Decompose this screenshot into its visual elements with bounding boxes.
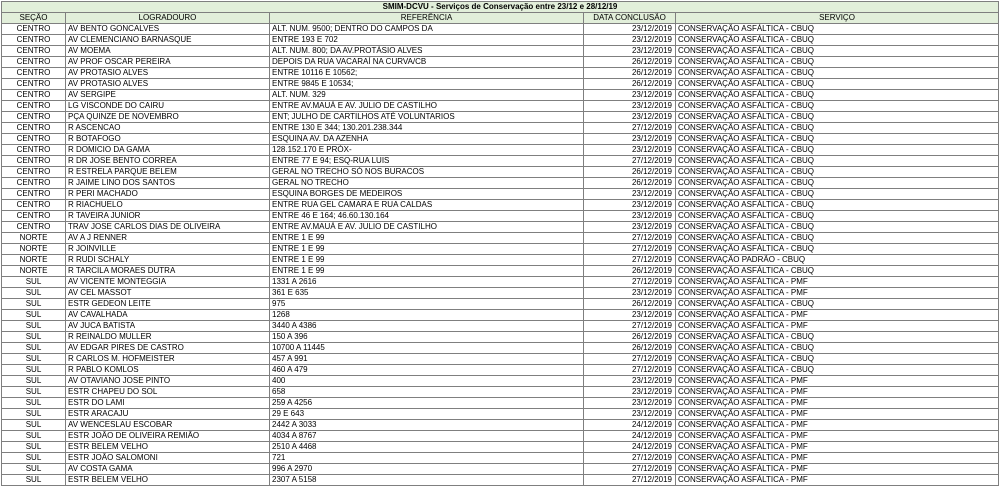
cell-secao[interactable]: CENTRO (2, 189, 66, 200)
table-row (2, 167, 999, 178)
cell-logradouro[interactable]: AV JUCA BATISTA (66, 321, 270, 332)
cell-secao[interactable]: CENTRO (2, 35, 66, 46)
cell-secao[interactable]: NORTE (2, 244, 66, 255)
table-row (2, 277, 999, 288)
cell-servico[interactable]: CONSERVAÇÃO ASFÁLTICA - CBUQ (676, 211, 999, 222)
cell-data[interactable]: 23/12/2019 (584, 145, 676, 156)
cell-logradouro[interactable]: AV WENCESLAU ESCOBAR (66, 420, 270, 431)
cell-secao[interactable]: CENTRO (2, 222, 66, 233)
cell-referencia[interactable]: ENTRE 1 E 99 (270, 255, 584, 266)
table-row (2, 233, 999, 244)
cell-data[interactable]: 27/12/2019 (584, 475, 676, 486)
cell-secao[interactable]: SUL (2, 464, 66, 475)
cell-data[interactable]: 27/12/2019 (584, 354, 676, 365)
table-row (2, 475, 999, 486)
cell-data[interactable]: 27/12/2019 (584, 255, 676, 266)
cell-logradouro[interactable]: R JAIME LINO DOS SANTOS (66, 178, 270, 189)
cell-data[interactable]: 27/12/2019 (584, 233, 676, 244)
cell-referencia[interactable]: GERAL NO TRECHO (270, 178, 584, 189)
cell-data[interactable]: 26/12/2019 (584, 266, 676, 277)
cell-logradouro[interactable]: PÇA QUINZE DE NOVEMBRO (66, 112, 270, 123)
cell-servico[interactable]: CONSERVAÇÃO ASFÁLTICA - PMF (676, 321, 999, 332)
cell-servico[interactable]: CONSERVAÇÃO ASFÁLTICA - CBUQ (676, 123, 999, 134)
cell-referencia[interactable]: ENT; JULHO DE CARTILHOS ATÉ VOLUNTARIOS (270, 112, 584, 123)
cell-referencia[interactable]: 2510 A 4468 (270, 442, 584, 453)
cell-secao[interactable]: CENTRO (2, 134, 66, 145)
table-row (2, 90, 999, 101)
cell-referencia[interactable]: ENTRE 46 E 164; 46.60.130.164 (270, 211, 584, 222)
table-row (2, 332, 999, 343)
table-body (2, 24, 999, 486)
cell-data[interactable]: 26/12/2019 (584, 68, 676, 79)
cell-data[interactable]: 26/12/2019 (584, 343, 676, 354)
cell-secao[interactable]: CENTRO (2, 167, 66, 178)
cell-referencia[interactable]: ESQUINA BORGES DE MEDEIROS (270, 189, 584, 200)
title-row (2, 2, 999, 13)
cell-servico[interactable]: CONSERVAÇÃO ASFÁLTICA - CBUQ (676, 354, 999, 365)
cell-secao[interactable]: CENTRO (2, 101, 66, 112)
cell-servico[interactable]: CONSERVAÇÃO ASFÁLTICA - PMF (676, 387, 999, 398)
cell-referencia[interactable]: ENTRE 193 E 702 (270, 35, 584, 46)
cell-data[interactable]: 23/12/2019 (584, 134, 676, 145)
cell-servico[interactable]: CONSERVAÇÃO ASFÁLTICA - CBUQ (676, 112, 999, 123)
cell-referencia[interactable]: ENTRE AV.MAUÁ E AV. JULIO DE CASTILHO (270, 222, 584, 233)
table-row (2, 46, 999, 57)
cell-data[interactable]: 26/12/2019 (584, 167, 676, 178)
cell-referencia[interactable]: 1268 (270, 310, 584, 321)
cell-logradouro[interactable]: AV CLEMENCIANO BARNASQUE (66, 35, 270, 46)
cell-servico[interactable]: CONSERVAÇÃO ASFÁLTICA - PMF (676, 288, 999, 299)
cell-secao[interactable]: SUL (2, 409, 66, 420)
cell-servico[interactable]: CONSERVAÇÃO ASFÁLTICA - PMF (676, 420, 999, 431)
cell-logradouro[interactable]: R BOTAFOGO (66, 134, 270, 145)
table-row (2, 266, 999, 277)
cell-secao[interactable]: CENTRO (2, 68, 66, 79)
table-row (2, 398, 999, 409)
cell-secao[interactable]: SUL (2, 354, 66, 365)
table-row (2, 354, 999, 365)
cell-logradouro[interactable]: ESTR DO LAMI (66, 398, 270, 409)
cell-logradouro[interactable]: AV PROTASIO ALVES (66, 79, 270, 90)
cell-secao[interactable]: CENTRO (2, 79, 66, 90)
table-row (2, 431, 999, 442)
cell-servico[interactable]: CONSERVAÇÃO ASFÁLTICA - PMF (676, 453, 999, 464)
cell-referencia[interactable]: ALT. NUM. 800; DA AV.PROTÁSIO ALVES (270, 46, 584, 57)
cell-referencia[interactable]: 658 (270, 387, 584, 398)
table-row (2, 24, 999, 35)
cell-logradouro[interactable]: ESTR JOÃO DE OLIVEIRA REMIÃO (66, 431, 270, 442)
cell-referencia[interactable]: 361 E 635 (270, 288, 584, 299)
cell-data[interactable]: 23/12/2019 (584, 288, 676, 299)
cell-data[interactable]: 24/12/2019 (584, 420, 676, 431)
cell-secao[interactable]: CENTRO (2, 46, 66, 57)
table-row (2, 365, 999, 376)
cell-servico[interactable]: CONSERVAÇÃO ASFÁLTICA - PMF (676, 310, 999, 321)
cell-logradouro[interactable]: AV EDGAR PIRES DE CASTRO (66, 343, 270, 354)
table-row (2, 464, 999, 475)
cell-referencia[interactable]: 721 (270, 453, 584, 464)
cell-servico[interactable]: CONSERVAÇÃO ASFÁLTICA - CBUQ (676, 178, 999, 189)
table-row (2, 453, 999, 464)
cell-referencia[interactable]: ENTRE AV.MAUÁ E AV. JULIO DE CASTILHO (270, 101, 584, 112)
cell-servico[interactable]: CONSERVAÇÃO ASFÁLTICA - CBUQ (676, 79, 999, 90)
cell-data[interactable]: 23/12/2019 (584, 24, 676, 35)
cell-referencia[interactable]: ENTRE 1 E 99 (270, 266, 584, 277)
cell-data[interactable]: 26/12/2019 (584, 332, 676, 343)
table-row (2, 200, 999, 211)
cell-logradouro[interactable]: ESTR GEDEON LEITE (66, 299, 270, 310)
cell-logradouro[interactable]: LG VISCONDE DO CAIRU (66, 101, 270, 112)
cell-logradouro[interactable]: ESTR BELEM VELHO (66, 442, 270, 453)
cell-data[interactable]: 23/12/2019 (584, 112, 676, 123)
cell-servico[interactable]: CONSERVAÇÃO ASFÁLTICA - CBUQ (676, 145, 999, 156)
cell-referencia[interactable]: ENTRE 10116 E 10562; (270, 68, 584, 79)
cell-referencia[interactable]: 10700 A 11445 (270, 343, 584, 354)
cell-logradouro[interactable]: R RUDI SCHALY (66, 255, 270, 266)
cell-secao[interactable]: SUL (2, 299, 66, 310)
cell-data[interactable]: 23/12/2019 (584, 200, 676, 211)
cell-servico[interactable]: CONSERVAÇÃO ASFÁLTICA - PMF (676, 409, 999, 420)
cell-logradouro[interactable]: R PABLO KOMLOS (66, 365, 270, 376)
cell-secao[interactable]: CENTRO (2, 57, 66, 68)
cell-logradouro[interactable]: TRAV JOSE CARLOS DIAS DE OLIVEIRA (66, 222, 270, 233)
cell-secao[interactable]: SUL (2, 310, 66, 321)
cell-data[interactable]: 23/12/2019 (584, 189, 676, 200)
cell-servico[interactable]: CONSERVAÇÃO ASFÁLTICA - CBUQ (676, 46, 999, 57)
cell-secao[interactable]: NORTE (2, 255, 66, 266)
table-row (2, 376, 999, 387)
table-row (2, 112, 999, 123)
cell-referencia[interactable]: ENTRE 130 E 344; 130.201.238.344 (270, 123, 584, 134)
cell-referencia[interactable]: 460 A 479 (270, 365, 584, 376)
table-row (2, 310, 999, 321)
cell-referencia[interactable]: 259 A 4256 (270, 398, 584, 409)
cell-referencia[interactable]: 2307 A 5158 (270, 475, 584, 486)
cell-secao[interactable]: CENTRO (2, 156, 66, 167)
cell-servico[interactable]: CONSERVAÇÃO ASFÁLTICA - PMF (676, 431, 999, 442)
cell-servico[interactable]: CONSERVAÇÃO ASFÁLTICA - CBUQ (676, 68, 999, 79)
cell-secao[interactable]: NORTE (2, 233, 66, 244)
cell-referencia[interactable]: ESQUINA AV. DA AZENHA (270, 134, 584, 145)
cell-servico[interactable]: CONSERVAÇÃO ASFÁLTICA - PMF (676, 464, 999, 475)
cell-referencia[interactable]: DEPOIS DA RUA VACARAÍ NA CURVA/CB (270, 57, 584, 68)
cell-data[interactable]: 23/12/2019 (584, 222, 676, 233)
table-row (2, 156, 999, 167)
cell-secao[interactable]: SUL (2, 288, 66, 299)
table-row (2, 79, 999, 90)
table-row (2, 35, 999, 46)
header-referencia[interactable]: REFERÊNCIA (270, 13, 584, 24)
header-servico[interactable]: SERVIÇO (676, 13, 999, 24)
cell-data[interactable]: 24/12/2019 (584, 442, 676, 453)
cell-data[interactable]: 23/12/2019 (584, 398, 676, 409)
cell-secao[interactable]: CENTRO (2, 123, 66, 134)
cell-secao[interactable]: CENTRO (2, 112, 66, 123)
cell-servico[interactable]: CONSERVAÇÃO ASFÁLTICA - CBUQ (676, 244, 999, 255)
cell-referencia[interactable]: 150 A 396 (270, 332, 584, 343)
cell-servico[interactable]: CONSERVAÇÃO ASFÁLTICA - CBUQ (676, 299, 999, 310)
table-row (2, 442, 999, 453)
cell-referencia[interactable]: ENTRE 1 E 99 (270, 244, 584, 255)
cell-logradouro[interactable]: R JOINVILLE (66, 244, 270, 255)
cell-logradouro[interactable]: R TARCILA MORAES DUTRA (66, 266, 270, 277)
cell-servico[interactable]: CONSERVAÇÃO ASFÁLTICA - CBUQ (676, 134, 999, 145)
cell-logradouro[interactable]: R RIACHUELO (66, 200, 270, 211)
cell-logradouro[interactable]: R DOMICIO DA GAMA (66, 145, 270, 156)
cell-secao[interactable]: SUL (2, 387, 66, 398)
cell-data[interactable]: 23/12/2019 (584, 46, 676, 57)
cell-secao[interactable]: CENTRO (2, 90, 66, 101)
cell-logradouro[interactable]: R DR JOSE BENTO CORREA (66, 156, 270, 167)
cell-logradouro[interactable]: ESTR ARACAJU (66, 409, 270, 420)
cell-referencia[interactable]: ALT. NUM. 9500; DENTRO DO CAMPOS DA (270, 24, 584, 35)
cell-data[interactable]: 27/12/2019 (584, 244, 676, 255)
table-row (2, 123, 999, 134)
header-secao[interactable]: SEÇÃO (2, 13, 66, 24)
header-data[interactable]: DATA CONCLUSÃO (584, 13, 676, 24)
cell-servico[interactable]: CONSERVAÇÃO ASFÁLTICA - PMF (676, 376, 999, 387)
cell-logradouro[interactable]: R TAVEIRA JUNIOR (66, 211, 270, 222)
cell-data[interactable]: 23/12/2019 (584, 409, 676, 420)
cell-servico[interactable]: CONSERVAÇÃO ASFÁLTICA - CBUQ (676, 24, 999, 35)
cell-servico[interactable]: CONSERVAÇÃO ASFÁLTICA - PMF (676, 475, 999, 486)
cell-data[interactable]: 23/12/2019 (584, 90, 676, 101)
cell-secao[interactable]: SUL (2, 277, 66, 288)
cell-secao[interactable]: SUL (2, 420, 66, 431)
cell-secao[interactable]: NORTE (2, 266, 66, 277)
cell-logradouro[interactable]: AV CEL MASSOT (66, 288, 270, 299)
cell-logradouro[interactable]: R PERI MACHADO (66, 189, 270, 200)
cell-referencia[interactable]: 29 E 643 (270, 409, 584, 420)
table-row (2, 244, 999, 255)
cell-secao[interactable]: SUL (2, 321, 66, 332)
cell-servico[interactable]: CONSERVAÇÃO ASFÁLTICA - CBUQ (676, 365, 999, 376)
cell-referencia[interactable]: ALT. NUM. 329 (270, 90, 584, 101)
cell-logradouro[interactable]: ESTR JOÃO SALOMONI (66, 453, 270, 464)
table-row (2, 288, 999, 299)
table-row (2, 299, 999, 310)
spreadsheet (1, 1, 998, 484)
cell-servico[interactable]: CONSERVAÇÃO ASFÁLTICA - CBUQ (676, 35, 999, 46)
table-row (2, 409, 999, 420)
cell-logradouro[interactable]: ESTR CHAPEU DO SOL (66, 387, 270, 398)
cell-data[interactable]: 27/12/2019 (584, 453, 676, 464)
cell-servico[interactable]: CONSERVAÇÃO ASFÁLTICA - CBUQ (676, 332, 999, 343)
cell-data[interactable]: 26/12/2019 (584, 178, 676, 189)
cell-referencia[interactable]: ENTRE 77 E 94; ESQ-RUA LUIS (270, 156, 584, 167)
cell-servico[interactable]: CONSERVAÇÃO ASFÁLTICA - CBUQ (676, 189, 999, 200)
cell-servico[interactable]: CONSERVAÇÃO PADRÃO - CBUQ (676, 255, 999, 266)
cell-secao[interactable]: SUL (2, 398, 66, 409)
header-row (2, 13, 999, 24)
cell-logradouro[interactable]: R CARLOS M. HOFMEISTER (66, 354, 270, 365)
cell-logradouro[interactable]: AV COSTA GAMA (66, 464, 270, 475)
cell-logradouro[interactable]: AV PROF OSCAR PEREIRA (66, 57, 270, 68)
table-row (2, 178, 999, 189)
cell-secao[interactable]: SUL (2, 343, 66, 354)
table-row (2, 189, 999, 200)
cell-logradouro[interactable]: AV OTAVIANO JOSE PINTO (66, 376, 270, 387)
cell-secao[interactable]: CENTRO (2, 211, 66, 222)
cell-referencia[interactable]: 457 A 991 (270, 354, 584, 365)
header-logradouro[interactable]: LOGRADOURO (66, 13, 270, 24)
cell-data[interactable]: 27/12/2019 (584, 321, 676, 332)
cell-data[interactable]: 27/12/2019 (584, 277, 676, 288)
cell-logradouro[interactable]: AV MOEMA (66, 46, 270, 57)
table-row (2, 387, 999, 398)
cell-logradouro[interactable]: AV PROTASIO ALVES (66, 68, 270, 79)
table-row (2, 420, 999, 431)
services-table (1, 1, 999, 486)
cell-referencia[interactable]: ENTRE RUA GEL CAMARA E RUA CALDAS (270, 200, 584, 211)
cell-secao[interactable]: SUL (2, 431, 66, 442)
cell-servico[interactable]: CONSERVAÇÃO ASFÁLTICA - CBUQ (676, 266, 999, 277)
cell-logradouro[interactable]: R ASCENCAO (66, 123, 270, 134)
cell-referencia[interactable]: 3440 A 4386 (270, 321, 584, 332)
table-row (2, 134, 999, 145)
cell-secao[interactable]: SUL (2, 453, 66, 464)
cell-secao[interactable]: SUL (2, 332, 66, 343)
table-row (2, 101, 999, 112)
table-row (2, 211, 999, 222)
cell-referencia[interactable]: 975 (270, 299, 584, 310)
cell-servico[interactable]: CONSERVAÇÃO ASFÁLTICA - CBUQ (676, 156, 999, 167)
table-title[interactable]: SMIM-DCVU - Serviços de Conservação entre 23/12 e 28/12/19 (2, 2, 999, 13)
table-row (2, 255, 999, 266)
table-row (2, 145, 999, 156)
cell-logradouro[interactable]: AV BENTO GONCALVES (66, 24, 270, 35)
cell-data[interactable]: 23/12/2019 (584, 35, 676, 46)
cell-secao[interactable]: CENTRO (2, 178, 66, 189)
cell-servico[interactable]: CONSERVAÇÃO ASFÁLTICA - CBUQ (676, 222, 999, 233)
cell-servico[interactable]: CONSERVAÇÃO ASFÁLTICA - PMF (676, 442, 999, 453)
cell-data[interactable]: 26/12/2019 (584, 79, 676, 90)
cell-referencia[interactable]: 2442 A 3033 (270, 420, 584, 431)
cell-referencia[interactable]: 128.152.170 E PRÓX- (270, 145, 584, 156)
cell-logradouro[interactable]: ESTR BELEM VELHO (66, 475, 270, 486)
cell-servico[interactable]: CONSERVAÇÃO ASFÁLTICA - CBUQ (676, 90, 999, 101)
cell-data[interactable]: 23/12/2019 (584, 101, 676, 112)
cell-secao[interactable]: SUL (2, 442, 66, 453)
cell-logradouro[interactable]: AV CAVALHADA (66, 310, 270, 321)
cell-secao[interactable]: SUL (2, 376, 66, 387)
cell-secao[interactable]: SUL (2, 475, 66, 486)
cell-logradouro[interactable]: R REINALDO MULLER (66, 332, 270, 343)
cell-referencia[interactable]: 400 (270, 376, 584, 387)
cell-logradouro[interactable]: AV SERGIPE (66, 90, 270, 101)
cell-servico[interactable]: CONSERVAÇÃO ASFÁLTICA - CBUQ (676, 233, 999, 244)
cell-secao[interactable]: CENTRO (2, 200, 66, 211)
cell-servico[interactable]: CONSERVAÇÃO ASFÁLTICA - CBUQ (676, 167, 999, 178)
cell-data[interactable]: 26/12/2019 (584, 57, 676, 68)
table-row (2, 57, 999, 68)
cell-logradouro[interactable]: R ESTRELA PARQUE BELEM (66, 167, 270, 178)
cell-secao[interactable]: CENTRO (2, 145, 66, 156)
cell-data[interactable]: 27/12/2019 (584, 464, 676, 475)
cell-servico[interactable]: CONSERVAÇÃO ASFÁLTICA - PMF (676, 277, 999, 288)
cell-data[interactable]: 23/12/2019 (584, 310, 676, 321)
cell-data[interactable]: 27/12/2019 (584, 365, 676, 376)
cell-logradouro[interactable]: AV VICENTE MONTEGGIA (66, 277, 270, 288)
cell-secao[interactable]: SUL (2, 365, 66, 376)
table-row (2, 321, 999, 332)
cell-servico[interactable]: CONSERVAÇÃO ASFÁLTICA - PMF (676, 398, 999, 409)
cell-referencia[interactable]: GERAL NO TRECHO SÓ NOS BURACOS (270, 167, 584, 178)
cell-data[interactable]: 24/12/2019 (584, 431, 676, 442)
cell-data[interactable]: 27/12/2019 (584, 156, 676, 167)
cell-secao[interactable]: CENTRO (2, 24, 66, 35)
cell-servico[interactable]: CONSERVAÇÃO ASFÁLTICA - CBUQ (676, 343, 999, 354)
cell-data[interactable]: 23/12/2019 (584, 211, 676, 222)
cell-servico[interactable]: CONSERVAÇÃO ASFÁLTICA - CBUQ (676, 101, 999, 112)
cell-referencia[interactable]: ENTRE 1 E 99 (270, 233, 584, 244)
cell-referencia[interactable]: 996 A 2970 (270, 464, 584, 475)
table-row (2, 68, 999, 79)
table-row (2, 343, 999, 354)
cell-referencia[interactable]: 1331 A 2616 (270, 277, 584, 288)
cell-data[interactable]: 27/12/2019 (584, 123, 676, 134)
cell-servico[interactable]: CONSERVAÇÃO ASFÁLTICA - CBUQ (676, 200, 999, 211)
cell-data[interactable]: 23/12/2019 (584, 376, 676, 387)
cell-servico[interactable]: CONSERVAÇÃO ASFÁLTICA - CBUQ (676, 57, 999, 68)
cell-logradouro[interactable]: AV A J RENNER (66, 233, 270, 244)
cell-data[interactable]: 23/12/2019 (584, 387, 676, 398)
cell-referencia[interactable]: ENTRE 9845 E 10534; (270, 79, 584, 90)
cell-data[interactable]: 26/12/2019 (584, 299, 676, 310)
cell-referencia[interactable]: 4034 A 8767 (270, 431, 584, 442)
table-row (2, 222, 999, 233)
